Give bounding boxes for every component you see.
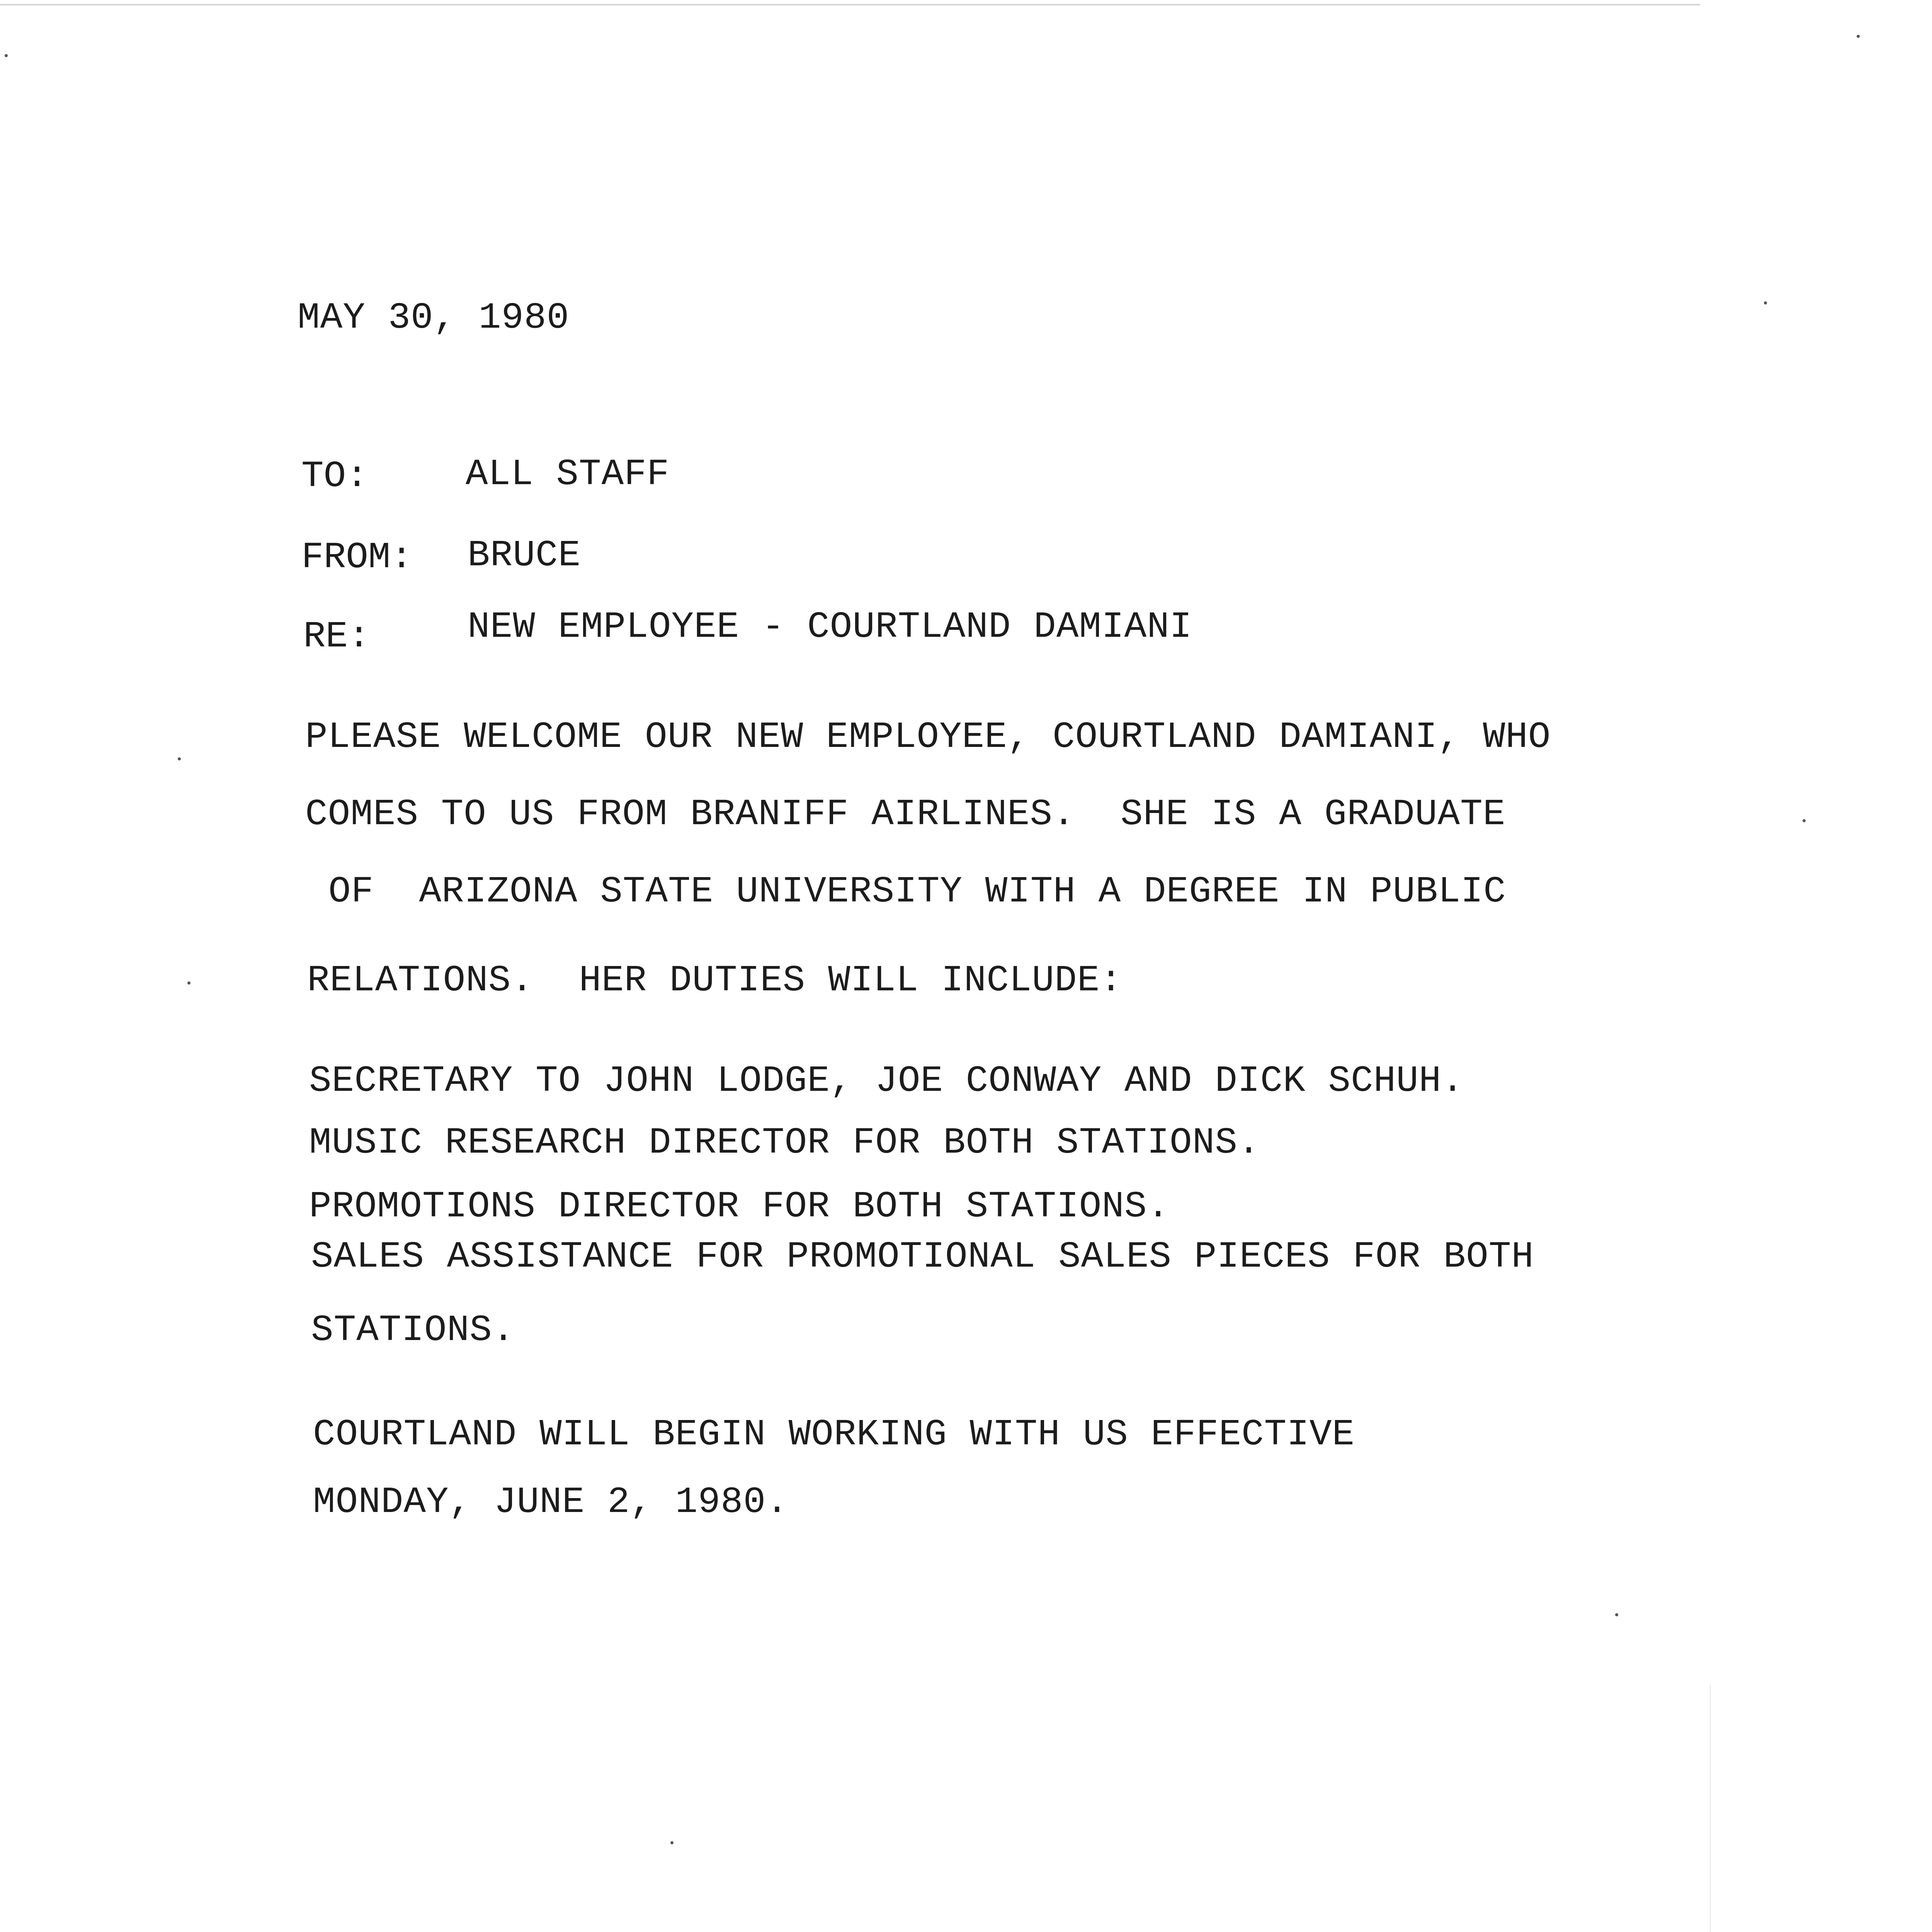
scan-speck <box>1615 1613 1618 1616</box>
from-label: FROM: <box>301 536 413 578</box>
scan-speck <box>1803 819 1806 822</box>
scan-streak <box>1710 1685 1711 1932</box>
intro-line: OF ARIZONA STATE UNIVERSITY WITH A DEGREE IN PUBLIC <box>328 871 1506 913</box>
scan-top-edge <box>0 4 1700 5</box>
duty-line: PROMOTIONS DIRECTOR FOR BOTH STATIONS. <box>309 1185 1170 1228</box>
duty-line: SALES ASSISTANCE FOR PROMOTIONAL SALES PIECES FOR BOTH <box>311 1236 1534 1278</box>
duty-line: MUSIC RESEARCH DIRECTOR FOR BOTH STATIONS. <box>309 1122 1260 1164</box>
to-label: TO: <box>301 455 368 497</box>
intro-line: PLEASE WELCOME OUR NEW EMPLOYEE, COURTLAND DAMIANI, WHO <box>305 716 1551 758</box>
scan-speck <box>1857 35 1860 38</box>
scan-speck <box>5 54 8 57</box>
closing-line: COURTLAND WILL BEGIN WORKING WITH US EFFECTIVE <box>313 1413 1355 1456</box>
from-value: BRUCE <box>468 534 581 577</box>
duty-line: SECRETARY TO JOHN LODGE, JOE CONWAY AND DICK SCHUH. <box>309 1060 1464 1102</box>
re-value: NEW EMPLOYEE - COURTLAND DAMIANI <box>468 606 1192 648</box>
to-value: ALL STAFF <box>466 453 670 495</box>
re-label: RE: <box>303 616 370 658</box>
scan-speck <box>178 757 181 760</box>
memo-date: MAY 30, 1980 <box>298 297 570 339</box>
scan-speck <box>1764 301 1767 304</box>
scan-speck <box>187 981 190 985</box>
duty-line: STATIONS. <box>311 1309 515 1351</box>
intro-line: COMES TO US FROM BRANIFF AIRLINES. SHE IS A GRADUATE <box>305 793 1506 835</box>
scan-speck <box>670 1841 673 1844</box>
closing-line: MONDAY, JUNE 2, 1980. <box>313 1481 789 1523</box>
intro-line: RELATIONS. HER DUTIES WILL INCLUDE: <box>307 959 1122 1002</box>
